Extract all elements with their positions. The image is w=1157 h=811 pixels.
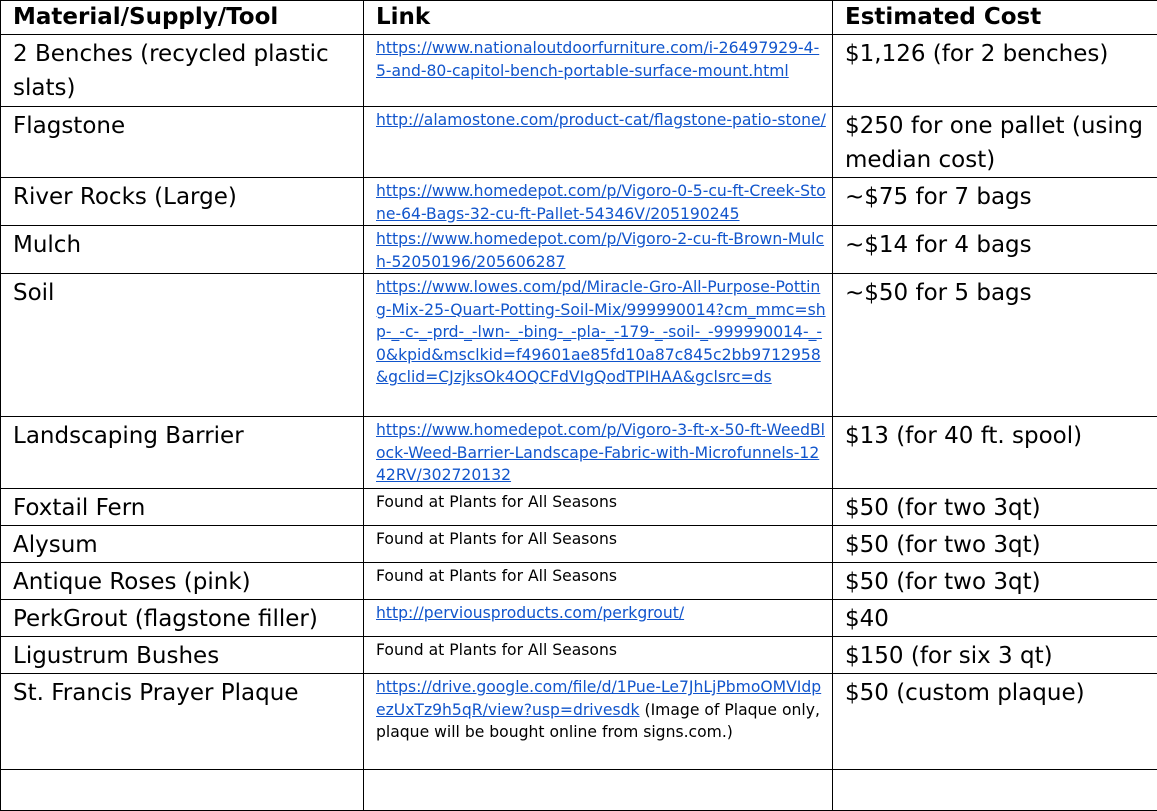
material-cell: Foxtail Fern bbox=[1, 489, 364, 526]
material-cell: River Rocks (Large) bbox=[1, 178, 364, 226]
material-cell: Antique Roses (pink) bbox=[1, 563, 364, 600]
source-note: Found at Plants for All Seasons bbox=[376, 530, 617, 548]
link-cell bbox=[364, 637, 833, 674]
link-cell bbox=[364, 674, 833, 770]
cost-cell: ~$14 for 4 bags bbox=[833, 226, 1157, 274]
product-link[interactable]: https://www.homedepot.com/p/Vigoro-2-cu-ft-Brown-Mulch-52050196/205606287 bbox=[376, 230, 824, 271]
material-cell: PerkGrout (flagstone filler) bbox=[1, 600, 364, 637]
header-row bbox=[1, 1, 1157, 35]
header-cost: Estimated Cost bbox=[833, 1, 1157, 35]
source-note: Found at Plants for All Seasons bbox=[376, 493, 617, 511]
link-cell bbox=[364, 417, 833, 489]
cost-cell: $1,126 (for 2 benches) bbox=[833, 35, 1157, 107]
link-cell bbox=[364, 526, 833, 563]
table-row bbox=[1, 637, 1157, 674]
table-row bbox=[1, 35, 1157, 107]
product-link[interactable]: http://perviousproducts.com/perkgrout/ bbox=[376, 604, 684, 622]
cost-cell: $50 (custom plaque) bbox=[833, 674, 1157, 770]
table-row bbox=[1, 417, 1157, 489]
product-link[interactable]: https://www.lowes.com/pd/Miracle-Gro-All-Purpose-Potting-Mix-25-Quart-Potting-Soil-Mix/999990014?cm_mmc=shp-_-c-_-prd-_-lwn-_-bing-_-pla-_-179-_-soil-_-999990014-_-0&kpid&msclkid=f49601ae85fd10a87c845c2bb9712958&gclid=CJzjksOk4OQCFdVIgQodTPIHAA&gclsrc=ds bbox=[376, 278, 826, 386]
table-row-partial bbox=[1, 770, 1157, 811]
material-cell: St. Francis Prayer Plaque bbox=[1, 674, 364, 770]
cost-cell: ~$75 for 7 bags bbox=[833, 178, 1157, 226]
product-link[interactable]: https://drive.google.com/file/d/1Pue-Le7JhLjPbmoOMVIdpezUxTz9h5qR/view?usp=drivesdk bbox=[376, 678, 821, 719]
source-note: Found at Plants for All Seasons bbox=[376, 567, 617, 585]
table-row bbox=[1, 674, 1157, 770]
link-cell bbox=[364, 600, 833, 637]
link-cell bbox=[364, 226, 833, 274]
product-link[interactable]: https://www.homedepot.com/p/Vigoro-3-ft-x-50-ft-WeedBlock-Weed-Barrier-Landscape-Fabric-with-Microfunnels-1242RV/302720132 bbox=[376, 421, 825, 484]
material-cell: Flagstone bbox=[1, 107, 364, 178]
product-link[interactable]: http://alamostone.com/product-cat/flagstone-patio-stone/ bbox=[376, 111, 826, 129]
material-cell: Ligustrum Bushes bbox=[1, 637, 364, 674]
link-note: (Image of Plaque only, plaque will be bought online from signs.com.) bbox=[376, 701, 820, 742]
table-row bbox=[1, 563, 1157, 600]
table-row bbox=[1, 600, 1157, 637]
material-cell: Alysum bbox=[1, 526, 364, 563]
cost-cell: $40 bbox=[833, 600, 1157, 637]
source-note: Found at Plants for All Seasons bbox=[376, 641, 617, 659]
header-link: Link bbox=[364, 1, 833, 35]
table-row bbox=[1, 178, 1157, 226]
link-cell bbox=[364, 178, 833, 226]
cost-cell: $150 (for six 3 qt) bbox=[833, 637, 1157, 674]
table-row bbox=[1, 526, 1157, 563]
material-cell: Landscaping Barrier bbox=[1, 417, 364, 489]
cost-cell: $50 (for two 3qt) bbox=[833, 563, 1157, 600]
cost-cell: $50 (for two 3qt) bbox=[833, 526, 1157, 563]
partial-cell bbox=[1, 770, 364, 811]
product-link[interactable]: https://www.homedepot.com/p/Vigoro-0-5-cu-ft-Creek-Stone-64-Bags-32-cu-ft-Pallet-54346V/205190245 bbox=[376, 182, 826, 223]
link-cell bbox=[364, 107, 833, 178]
link-cell bbox=[364, 489, 833, 526]
header-material: Material/Supply/Tool bbox=[1, 1, 364, 35]
link-cell bbox=[364, 35, 833, 107]
partial-cell bbox=[833, 770, 1157, 811]
table-row bbox=[1, 226, 1157, 274]
table-body bbox=[1, 35, 1157, 811]
material-cell: Mulch bbox=[1, 226, 364, 274]
cost-cell: $250 for one pallet (using median cost) bbox=[833, 107, 1157, 178]
product-link[interactable]: https://www.nationaloutdoorfurniture.com/i-26497929-4-5-and-80-capitol-bench-portable-surface-mount.html bbox=[376, 39, 819, 80]
table-row bbox=[1, 489, 1157, 526]
link-cell bbox=[364, 563, 833, 600]
cost-cell: ~$50 for 5 bags bbox=[833, 274, 1157, 417]
cost-cell: $50 (for two 3qt) bbox=[833, 489, 1157, 526]
material-cell: Soil bbox=[1, 274, 364, 417]
table-row bbox=[1, 107, 1157, 178]
link-cell bbox=[364, 274, 833, 417]
table-row bbox=[1, 274, 1157, 417]
partial-cell bbox=[364, 770, 833, 811]
material-cell: 2 Benches (recycled plastic slats) bbox=[1, 35, 364, 107]
cost-cell: $13 (for 40 ft. spool) bbox=[833, 417, 1157, 489]
